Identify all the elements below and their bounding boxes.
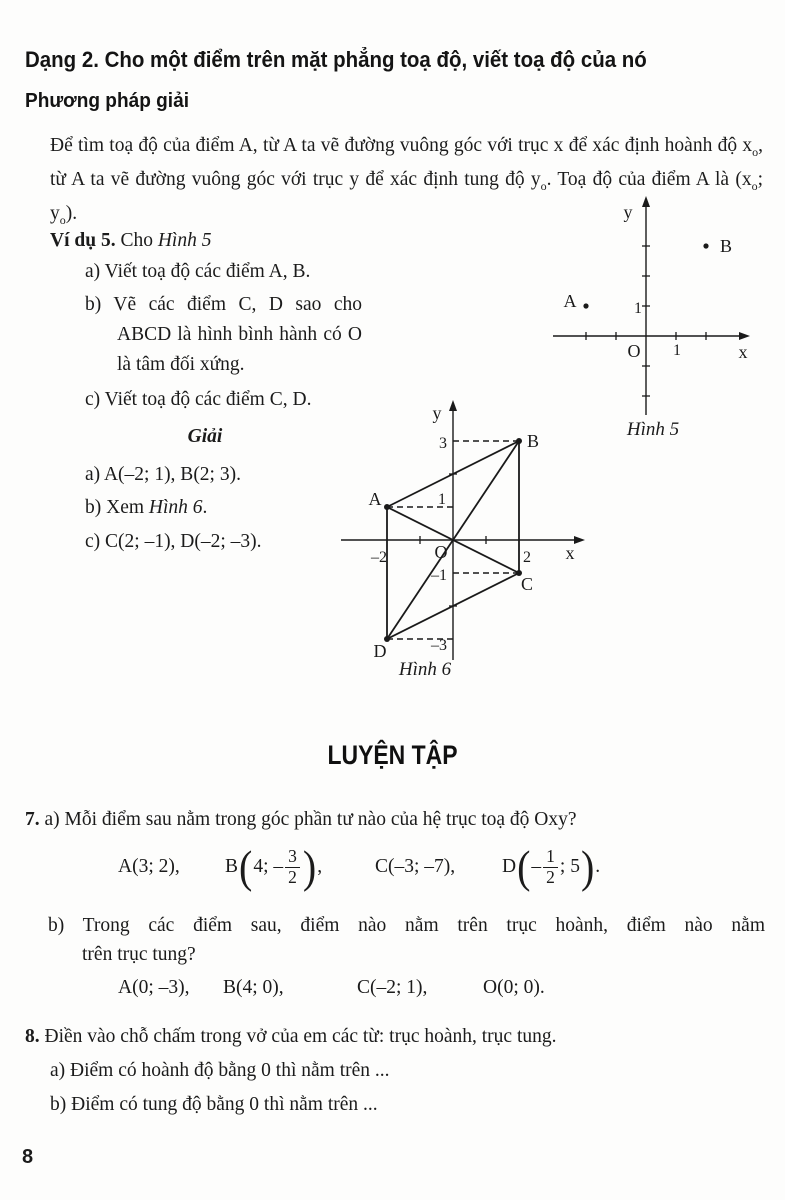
subscript-o: o (752, 144, 759, 159)
point-a2: A(0; –3), (118, 977, 190, 998)
fig6-point-a (384, 504, 390, 510)
fig5-x-arrow-icon (739, 332, 750, 340)
fraction-numerator: 1 (543, 847, 558, 868)
exercise-7-number: 7. (25, 809, 40, 830)
subscript-o: o (59, 212, 66, 227)
big-paren-close: ) (580, 840, 595, 893)
exercise-7-text-a: a) Mỗi điểm sau nằm trong góc phần tư nào của hệ trục toạ độ Oxy? (39, 809, 577, 830)
fig5-unit-x-label: 1 (673, 342, 681, 359)
fig6-point-d-label: D (373, 641, 387, 661)
fig6-x-arrow-icon (574, 536, 585, 544)
exercise-8-number: 8. (25, 1026, 40, 1047)
fig5-point-a-label: A (563, 291, 577, 311)
practice-section (0, 740, 785, 771)
fig6-tick-1-label: 1 (438, 491, 446, 508)
method-seg: ; y (50, 168, 763, 224)
big-paren-close: ) (302, 840, 317, 893)
practice-heading: LUYỆN TẬP (327, 740, 458, 770)
point-b (225, 836, 322, 898)
fig6-point-c-label: C (520, 574, 534, 594)
figure-5-reference: Hình 5 (157, 230, 212, 251)
point-o2: O(0; 0). (483, 977, 545, 998)
example-item-c: c) Viết toạ độ các điểm C, D. (85, 389, 312, 410)
section-heading (25, 47, 694, 73)
solution-a: a) A(–2; 1), B(2; 3). (85, 464, 241, 485)
page-number: 8 (22, 1146, 34, 1168)
example-item-b: b) Vẽ các điểm C, D sao cho ABCD là hình bình hành có O là tâm đối xứng. (85, 294, 362, 375)
figure-5-caption: Hình 5 (626, 419, 680, 440)
fig6-point-b-label: B (526, 431, 540, 451)
subscript-o: o (751, 178, 758, 193)
point-b-pre: 4; – (253, 856, 284, 877)
fig6-tick-xm2-label: –2 (371, 549, 387, 566)
fraction-numerator: 3 (285, 847, 300, 868)
fraction-3-2 (285, 847, 300, 887)
exercise-8-item-b: b) Điểm có tung độ bằng 0 thì nằm trên ... (50, 1094, 378, 1115)
exercise-7-question-a (25, 805, 770, 835)
fig6-tick-m1-label: –1 (431, 567, 447, 584)
example-item-a: a) Viết toạ độ các điểm A, B. (85, 261, 311, 282)
big-paren-open: ( (517, 840, 531, 893)
method-heading (25, 89, 201, 113)
method-seg: . Toạ độ của điểm A là (x (546, 168, 752, 190)
fig6-x-label: x (565, 543, 575, 563)
example-label: Ví dụ 5. (50, 230, 116, 251)
point-d-name: D (502, 856, 517, 877)
fig5-unit-y-label: 1 (634, 300, 642, 317)
exercise-8-heading (25, 1022, 770, 1052)
solution-b (85, 493, 207, 523)
exercise-7b-points-row (0, 977, 785, 1005)
exercise-8-item-a: a) Điểm có hoành độ bằng 0 thì nằm trên ... (50, 1060, 390, 1081)
point-b-post: , (317, 856, 323, 877)
fig5-point-b (703, 243, 708, 248)
fig5-point-a (583, 303, 588, 308)
method-seg: Để tìm toạ độ của điểm A, từ A ta vẽ đường vuông góc với trục x để xác định hoành độ x (50, 135, 753, 156)
method-heading-text: Phương pháp giải (25, 89, 189, 112)
fig6-tick-x2-label: 2 (523, 549, 531, 566)
fig6-origin-label: O (434, 542, 448, 562)
fig6-tick-m3-label: –3 (431, 637, 447, 654)
fig6-y-label: y (432, 403, 442, 423)
exercise-8-text: Điền vào chỗ chấm trong vở của em các từ: trục hoành, trục tung. (39, 1026, 557, 1047)
method-seg: ). (65, 202, 78, 224)
point-b2: B(4; 0), (223, 977, 284, 998)
exercise-7-points-row (0, 836, 785, 898)
example-5-heading (50, 226, 211, 256)
section-heading-text: Dạng 2. Cho một điểm trên mặt phẳng toạ độ, viết toạ độ của nó (25, 47, 647, 72)
fig6-point-a-label: A (368, 489, 382, 509)
point-c: C(–3; –7), (375, 856, 456, 877)
point-a: A(3; 2), (118, 856, 180, 877)
point-c2: C(–2; 1), (357, 977, 428, 998)
fig5-y-arrow-icon (642, 196, 650, 207)
point-b-name: B (225, 856, 239, 877)
method-seg: , từ A ta vẽ đường vuông góc với trục y để xác định tung độ y (50, 135, 763, 190)
fig5-origin-label: O (627, 341, 641, 361)
solution-b-post: . (202, 497, 208, 518)
example-lead: Cho (115, 230, 158, 251)
point-d-pre: – (531, 856, 542, 877)
fig5-x-label: x (738, 342, 748, 362)
exercise-7-question-b-line2: trên trục tung? (82, 944, 196, 965)
solution-title: Giải (187, 426, 223, 447)
fig6-tick-3-label: 3 (439, 435, 447, 452)
subscript-o: o (540, 178, 547, 193)
fig5-y-label: y (623, 202, 633, 222)
fig5-point-b-label: B (720, 236, 733, 256)
fig6-y-arrow-icon (449, 400, 457, 411)
fraction-denominator: 2 (546, 866, 555, 887)
solution-b-pre: b) Xem (85, 497, 149, 518)
figure-6-caption: Hình 6 (398, 659, 452, 680)
figure-6-plot (333, 396, 591, 668)
point-d-post: . (595, 856, 601, 877)
big-paren-open: ( (239, 840, 253, 893)
solution-c: c) C(2; –1), D(–2; –3). (85, 531, 262, 552)
fraction-1-2 (543, 847, 558, 887)
fraction-denominator: 2 (288, 866, 297, 887)
point-d-mid: ; 5 (559, 856, 580, 877)
figure-5-plot (543, 194, 765, 422)
fig6-point-b (516, 438, 522, 444)
figure-6-reference: Hình 6 (148, 497, 203, 518)
exercise-7-question-b-line1: b) Trong các điểm sau, điểm nào nằm trên trục hoành, điểm nào nằm (48, 915, 765, 936)
point-d (502, 836, 600, 898)
